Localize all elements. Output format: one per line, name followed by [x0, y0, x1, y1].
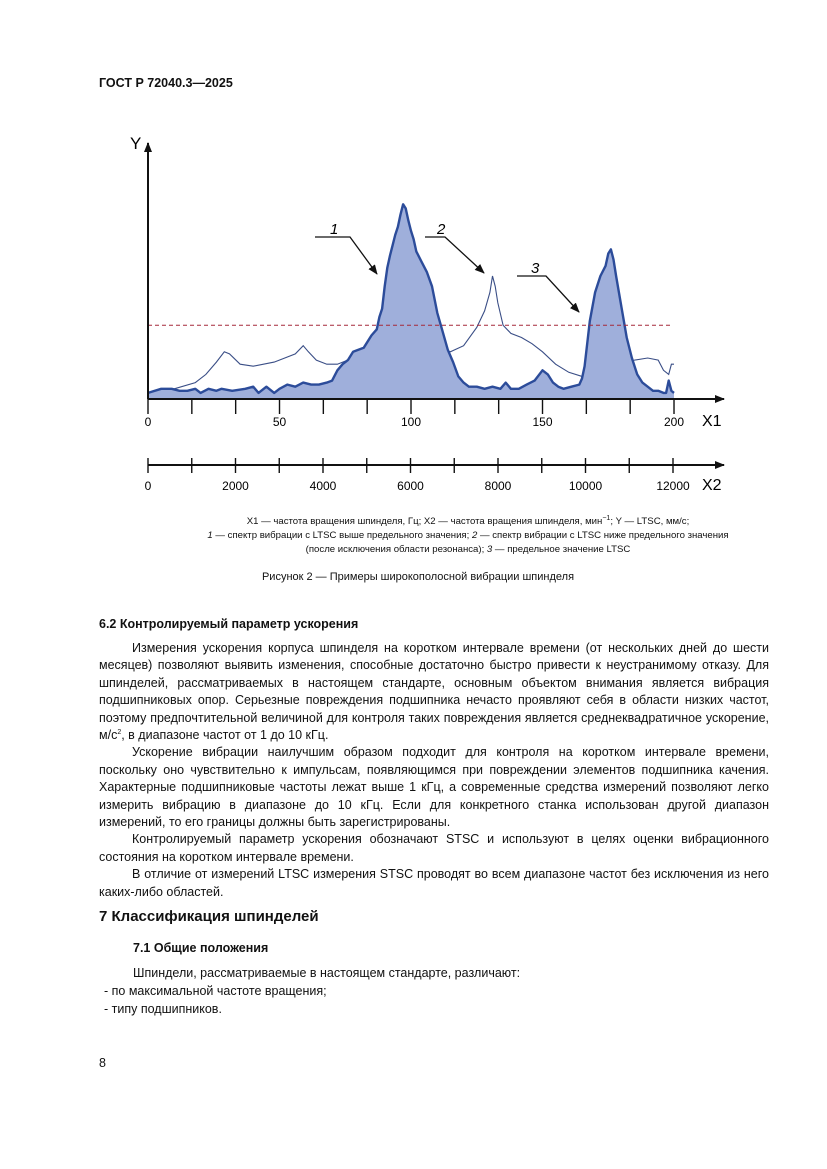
callout-label-3: 3	[531, 260, 540, 277]
x2-tick-label: 12000	[656, 479, 690, 493]
paragraph: Контролируемый параметр ускорения обозначают STSC и используют в целях оценки вибрационного состояния на коротком интервале времени.	[99, 832, 769, 864]
x1-tick-label: 50	[272, 415, 287, 429]
callout-leader-2	[425, 237, 484, 273]
paragraph: В отличие от измерений LTSC измерения STSC проводят во всем диапазоне частот без исключения из него каких-либо областей.	[99, 867, 769, 899]
caption-line-1: X1 — частота вращения шпинделя, Гц; X2 — частота вращения шпинделя, мин$^{-1}$; Y — LTSC, мм/с;	[246, 514, 690, 527]
paragraph: Измерения ускорения корпуса шпинделя на коротком интервале времени (от нескольких дней до шести месяцев) позволяют выявить изменения, способные достаточно быстро привести к неустранимому отказу. Для шпинделей, рассматриваемых в настоящем стандарте, основным объектом внимания является вибрация подшипниковых опор. Серьезные повреждения подшипника нечасто проявляют себя в области низких частот, поэтому предпочтительной величиной для контроля таких повреждения является среднеквадратичное ускорение, $м/с^2$, в диапазоне частот от 1 до 10 кГц.	[99, 641, 769, 743]
x2-tick-label: 0	[144, 479, 152, 493]
x2-tick-label: 4000	[309, 479, 337, 493]
callout-leader-3	[517, 276, 579, 312]
x2-tick-label: 10000	[568, 479, 603, 493]
section-7-1-intro: Шпиндели, рассматриваемые в настоящем стандарте, различают:	[133, 966, 521, 980]
caption-line-2: 1 — спектр вибрации с LTSC выше предельного значения; 2 — спектр вибрации с LTSC ниже предельного значения	[207, 530, 729, 541]
figure-title: Рисунок 2 — Примеры широкополосной вибрации шпинделя	[261, 571, 575, 583]
x1-tick-label: 0	[144, 415, 152, 429]
x2-tick-label: 2000	[222, 479, 249, 493]
page-number: 8	[99, 1056, 106, 1070]
paragraph: Ускорение вибрации наилучшим образом подходит для контроля на коротком интервале времени, поскольку оно чувствительно к импульсам, появляющимся при повреждении элементов подшипника качения. Характерные подшипниковые частоты лежат выше 1 кГц, а современные средства измерений позволяют легко измерить вибрацию в диапазоне до 10 кГц. Если для конкретного станка использован другой диапазон измерений, то его границы должны быть зарегистрированы.	[99, 745, 769, 830]
section-7-heading: 7 Классификация шпинделей	[99, 908, 319, 925]
x1-tick-label: 200	[663, 415, 685, 429]
x1-tick-label: 100	[400, 415, 422, 429]
x2-tick-label: 8000	[484, 479, 512, 493]
callout-label-2: 2	[437, 221, 446, 238]
callout-leader-1	[315, 237, 377, 274]
list-item: - по максимальной частоте вращения;	[104, 984, 327, 998]
caption-line-3: (после исключения области резонанса); 3 — предельное значение LTSC	[305, 544, 631, 555]
callout-label-1: 1	[330, 221, 339, 238]
section-6-2-heading: 6.2 Контролируемый параметр ускорения	[99, 617, 359, 631]
list-item: - типу подшипников.	[104, 1002, 222, 1016]
spectrum-chart	[0, 125, 827, 505]
y-axis-label: Y	[130, 134, 142, 153]
x1-axis-label: X1	[702, 413, 722, 430]
document-header: ГОСТ Р 72040.3—2025	[99, 76, 233, 90]
section-7-1-heading: 7.1 Общие положения	[133, 941, 269, 955]
section-6-2-body	[99, 640, 769, 901]
x2-axis-label: X2	[702, 477, 722, 494]
x1-tick-label: 150	[532, 415, 553, 429]
x2-tick-label: 6000	[397, 479, 424, 493]
